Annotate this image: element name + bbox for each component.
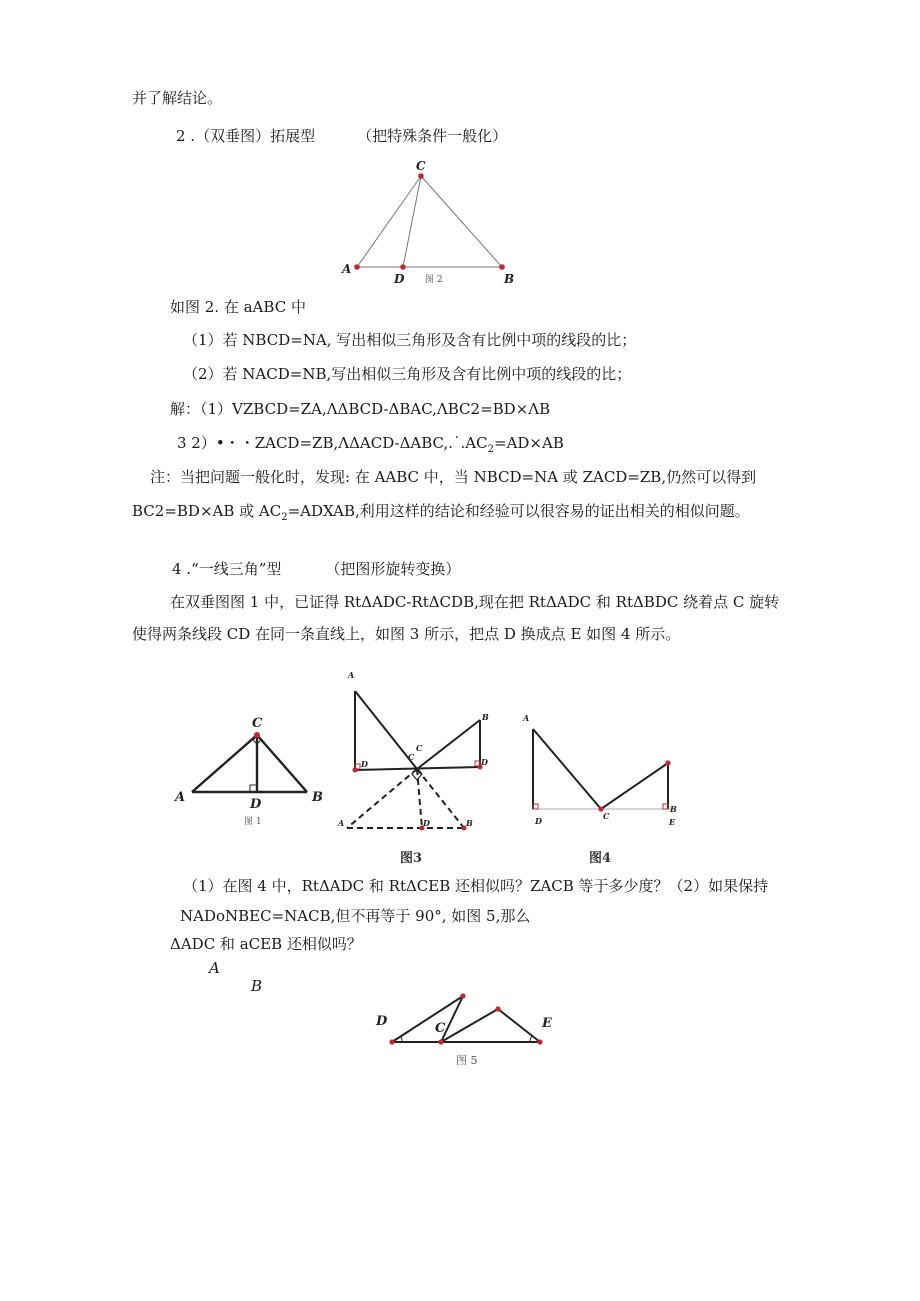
- fig4-label-c: C: [603, 811, 610, 821]
- fig2-label-d: D: [394, 272, 405, 286]
- fig3-label-a-top: A: [348, 670, 355, 680]
- text-line-12: 使得两条线段 CD 在同一条直线上，如图 3 所示，把点 D 换成点 E 如图 4 所示。: [132, 625, 681, 643]
- fig3-label-b-top: B: [482, 712, 489, 722]
- fig1-label-a: A: [175, 790, 186, 805]
- fig5-label-e: E: [542, 1016, 552, 1031]
- section-2-title: 2 .（双垂图）拓展型: [176, 127, 316, 145]
- fig3-label-c-left: C: [408, 752, 415, 762]
- fig3-label-a-bottom: A: [338, 818, 345, 828]
- note-line-2-part-b: =ADXAB,利用这样的结论和经验可以很容易的证出相关的相似问题。: [287, 502, 750, 520]
- solution-2: [177, 433, 564, 460]
- note-line-1: 注：当把问题一般化时，发现: 在 AABC 中，当 NBCD=NA 或 ZACD=ZB,仍然可以得到: [150, 468, 757, 486]
- fig3-label-d-bottom: D: [423, 818, 430, 828]
- note-line-2: [132, 501, 750, 528]
- fig4-label-a: A: [523, 713, 530, 723]
- note-line-2-sub: 2: [281, 512, 288, 523]
- figure-3: [330, 665, 500, 870]
- fig3-label-d-left: D: [361, 759, 368, 769]
- question-4-2: NADoNBEC=NACB,但不再等于 90°, 如图 5,那么: [180, 907, 531, 925]
- fig1-label-d: D: [250, 797, 262, 812]
- text-line-1: 并了解结论。: [132, 89, 223, 107]
- section-4-title: 4 .“一线三角”型: [172, 560, 282, 578]
- figure-4: [515, 705, 690, 870]
- solution-2-sub: 2: [487, 444, 494, 455]
- fig3-label-b-bottom: B: [466, 818, 473, 828]
- solution-2-part-b: =AD×AB: [494, 434, 564, 452]
- fig1-label-c: C: [252, 716, 263, 731]
- text-line-3: 如图 2. 在 aABC 中: [170, 298, 306, 316]
- figure-5: [370, 985, 570, 1075]
- fig4-label-b: B: [670, 804, 677, 814]
- text-line-11: 在双垂图图 1 中，已证得 RtΔADC-RtΔCDB,现在把 RtΔADC 和 RtΔBDC 绕着点 C 旋转: [170, 593, 780, 611]
- fig2-label-c: C: [416, 159, 426, 173]
- section-4-heading: [172, 559, 460, 579]
- stray-label-a: A: [209, 959, 220, 977]
- fig4-label-d: D: [535, 816, 542, 826]
- fig3-label-c-top: C: [416, 743, 423, 753]
- section-4-subtitle: （把图形旋转变换）: [325, 560, 461, 578]
- stray-label-b: B: [251, 977, 263, 995]
- fig2-label-b: B: [504, 272, 515, 286]
- fig5-caption: 图 5: [456, 1054, 478, 1067]
- fig2-caption: 图 2: [425, 275, 443, 285]
- note-line-2-part-a: BC2=BD×AB 或 AC: [132, 502, 282, 520]
- fig4-label-e: E: [669, 817, 676, 827]
- fig3-caption: 图3: [400, 851, 423, 866]
- figure-1: [170, 710, 330, 830]
- fig2-label-a: A: [342, 262, 352, 276]
- question-4-3: ΔADC 和 aCEB 还相似吗？: [170, 935, 362, 953]
- fig5-label-c: C: [435, 1021, 446, 1036]
- fig1-label-b: B: [312, 790, 323, 805]
- solution-1: 解：（1）VZBCD=ZA,ΛΔBCD-ΔBAC,ΛBC2=BD×ΛB: [170, 400, 551, 418]
- question-1: （1）若 NBCD=NA, 写出相似三角形及含有比例中项的线段的比；: [183, 331, 637, 349]
- solution-2-part-a: 3 2）•・・ZACD=ZB,ΛΔACD-ΔABC,.˙.AC: [177, 434, 488, 452]
- fig4-caption: 图4: [589, 851, 612, 866]
- question-4-1: （1）在图 4 中，RtΔADC 和 RtΔCEB 还相似吗？ZACB 等于多少度？（2）如果保持: [183, 877, 769, 895]
- question-2: （2）若 NACD=NB,写出相似三角形及含有比例中项的线段的比；: [183, 365, 632, 383]
- fig3-label-d-right: D: [481, 757, 488, 767]
- fig5-label-d: D: [376, 1014, 388, 1029]
- section-2-heading: [176, 126, 507, 146]
- fig1-caption: 图 1: [244, 817, 262, 827]
- section-2-subtitle: （把特殊条件一般化）: [357, 127, 508, 145]
- figure-2: [330, 150, 530, 290]
